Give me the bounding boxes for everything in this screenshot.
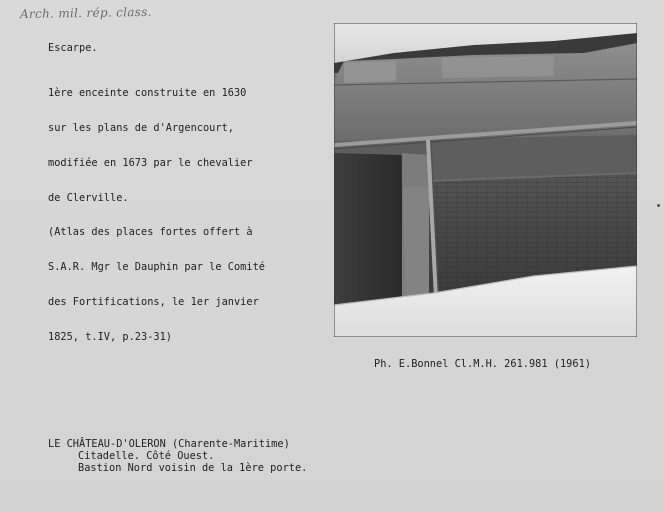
note-line: de Clerville. [48, 191, 129, 204]
caption-block [48, 439, 307, 474]
note-line: modifiée en 1673 par le chevalier [48, 156, 253, 169]
note-line: des Fortifications, le 1er janvier [48, 295, 259, 308]
note-line: (Atlas des places fortes offert à [48, 226, 253, 239]
note-body [48, 65, 265, 366]
handwritten-annotation: Arch. mil. rép. class. [19, 4, 152, 22]
caption-site: Citadelle. Côté Ouest. [78, 449, 215, 462]
note-title: Escarpe. [48, 42, 98, 54]
note-line: 1825, t.IV, p.23-31) [48, 330, 172, 343]
edge-mark [657, 204, 660, 207]
note-line: S.A.R. Mgr le Dauphin par le Comité [48, 261, 265, 274]
caption-place: LE CHÂTEAU-D'OLERON (Charente-Maritime) [48, 438, 290, 450]
note-line: sur les plans de d'Argencourt, [48, 121, 234, 134]
photograph-fortification [334, 23, 637, 337]
photo-credit: Ph. E.Bonnel Cl.M.H. 261.981 (1961) [374, 358, 591, 370]
note-line: 1ère enceinte construite en 1630 [48, 87, 247, 100]
left-wall [334, 153, 402, 308]
caption-detail: Bastion Nord voisin de la 1ère porte. [78, 461, 308, 474]
